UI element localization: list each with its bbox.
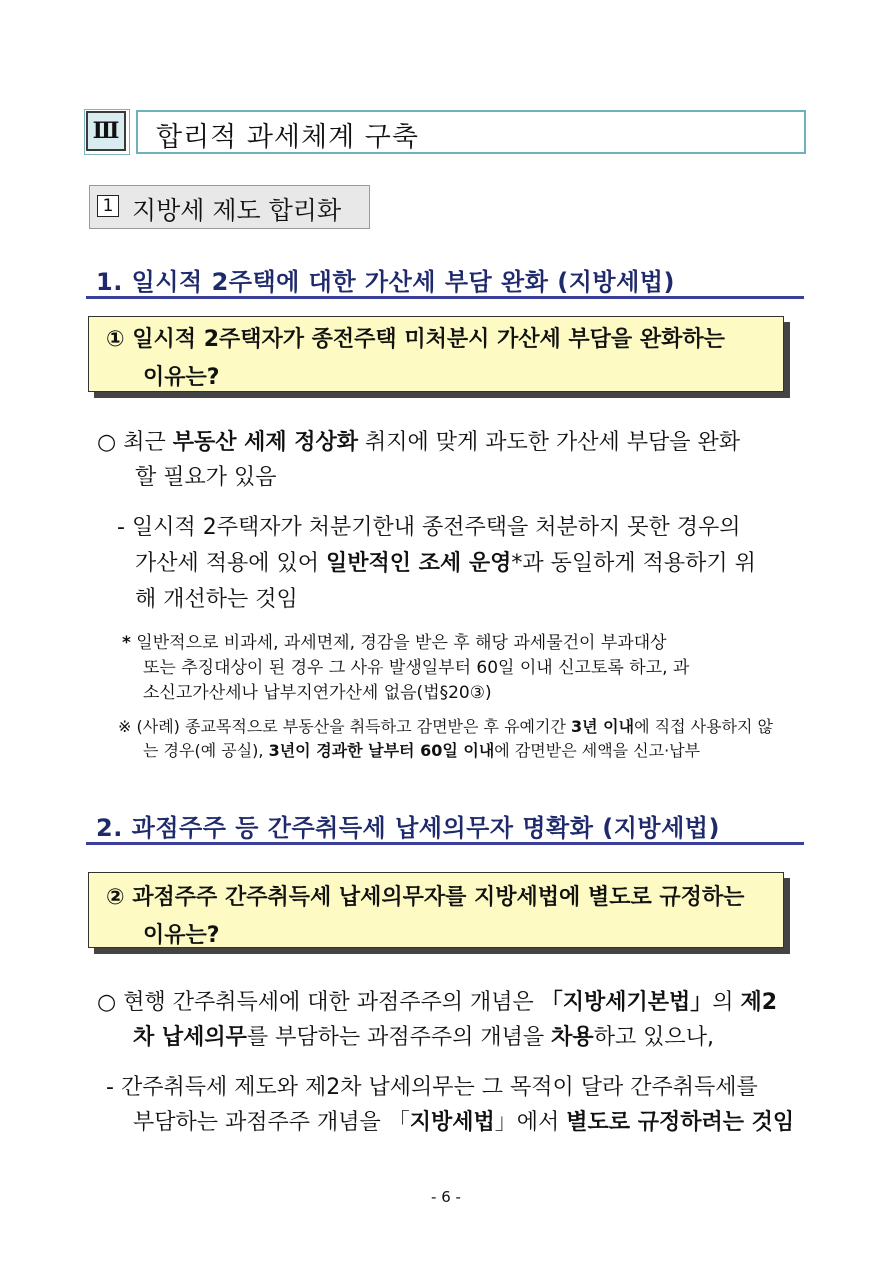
paragraph-4-line1 — [106, 1070, 758, 1101]
bullet-circle: ○ — [97, 990, 117, 1015]
section-title: 지방세 제도 합리화 — [132, 196, 342, 225]
heading-2-rule — [86, 842, 804, 845]
emphasis: 차용 — [551, 1025, 594, 1050]
page-number: - 6 - — [431, 1188, 461, 1206]
emphasis: 차 납세의무 — [133, 1025, 247, 1050]
text: 최근 — [123, 430, 173, 455]
dash: - — [106, 1075, 114, 1100]
question-1-line2: 이유는? — [143, 365, 220, 390]
paragraph-1-line2: 할 필요가 있음 — [135, 465, 277, 490]
question-2-line1: ② 과점주주 간주취득세 납세의무자를 지방세법에 별도로 규정하는 — [106, 885, 745, 910]
text: 취지에 맞게 과도한 가산세 부담을 완화 — [358, 430, 741, 455]
emphasis: 「지방세기본법」 — [540, 990, 713, 1015]
note-2-line1 — [118, 714, 773, 737]
asterisk: * — [122, 633, 131, 653]
text: 일반적으로 비과세, 과세면제, 경감을 받은 후 해당 과세물건이 부과대상 — [136, 633, 667, 653]
text: 는 경우(예 공실), — [143, 741, 269, 760]
chapter-number: Ⅲ — [86, 111, 126, 151]
question-1-line1: ① 일시적 2주택자가 종전주택 미처분시 가산세 부담을 완화하는 — [106, 327, 725, 352]
text: 간주취득세 제도와 제2차 납세의무는 그 목적이 달라 간주취득세를 — [120, 1075, 758, 1100]
note-1-line1 — [122, 628, 667, 653]
text: 부담하는 과점주주 개념을 「 — [133, 1110, 410, 1135]
text: 하고 있으나, — [593, 1025, 714, 1050]
note-1-line3: 소신고가산세나 납부지연가산세 없음(법§20③) — [143, 683, 492, 703]
paragraph-3-line1 — [97, 985, 777, 1016]
text: 」에서 — [494, 1110, 567, 1135]
emphasis: 별도로 규정하려는 것임 — [566, 1110, 795, 1135]
emphasis: 제2 — [740, 990, 778, 1015]
text: 의 — [712, 990, 741, 1015]
paragraph-2-line3: 해 개선하는 것임 — [135, 587, 298, 612]
section-number: 1 — [97, 195, 119, 217]
paragraph-4-line2 — [133, 1105, 794, 1136]
heading-1-rule — [86, 296, 804, 299]
text: *과 동일하게 적용하기 위 — [511, 551, 756, 576]
text: 에 직접 사용하지 않 — [634, 717, 773, 736]
emphasis: 3년이 경과한 날부터 60일 이내 — [268, 741, 495, 760]
text: 에 감면받은 세액을 신고·납부 — [494, 741, 701, 760]
paragraph-1-line1 — [97, 425, 740, 456]
text: 일시적 2주택자가 처분기한내 종전주택을 처분하지 못한 경우의 — [131, 515, 741, 540]
note-1-line2: 또는 추징대상이 된 경우 그 사유 발생일부터 60일 이내 신고토록 하고, 과 — [143, 658, 690, 678]
emphasis: 3년 이내 — [571, 717, 635, 736]
heading-2: 2. 과점주주 등 간주취득세 납세의무자 명확화 (지방세법) — [96, 814, 720, 842]
emphasis: 부동산 세제 정상화 — [172, 430, 359, 455]
paragraph-3-line2 — [133, 1020, 714, 1051]
text: (사례) 종교목적으로 부동산을 취득하고 감면받은 후 유예기간 — [136, 717, 571, 736]
paragraph-2-line2 — [135, 546, 756, 577]
note-2-line2 — [143, 738, 700, 761]
paragraph-2-line1 — [117, 510, 740, 541]
reference-mark: ※ — [118, 717, 132, 736]
dash: - — [117, 515, 125, 540]
heading-1: 1. 일시적 2주택에 대한 가산세 부담 완화 (지방세법) — [96, 268, 675, 296]
text: 가산세 적용에 있어 — [135, 551, 326, 576]
question-2-line2: 이유는? — [143, 923, 220, 948]
emphasis: 지방세법 — [409, 1110, 495, 1135]
chapter-title: 합리적 과세체계 구축 — [156, 122, 419, 153]
text: 를 부담하는 과점주주의 개념을 — [246, 1025, 552, 1050]
emphasis: 일반적인 조세 운영 — [326, 551, 512, 576]
bullet-circle: ○ — [97, 430, 117, 455]
text: 현행 간주취득세에 대한 과점주주의 개념은 — [123, 990, 541, 1015]
